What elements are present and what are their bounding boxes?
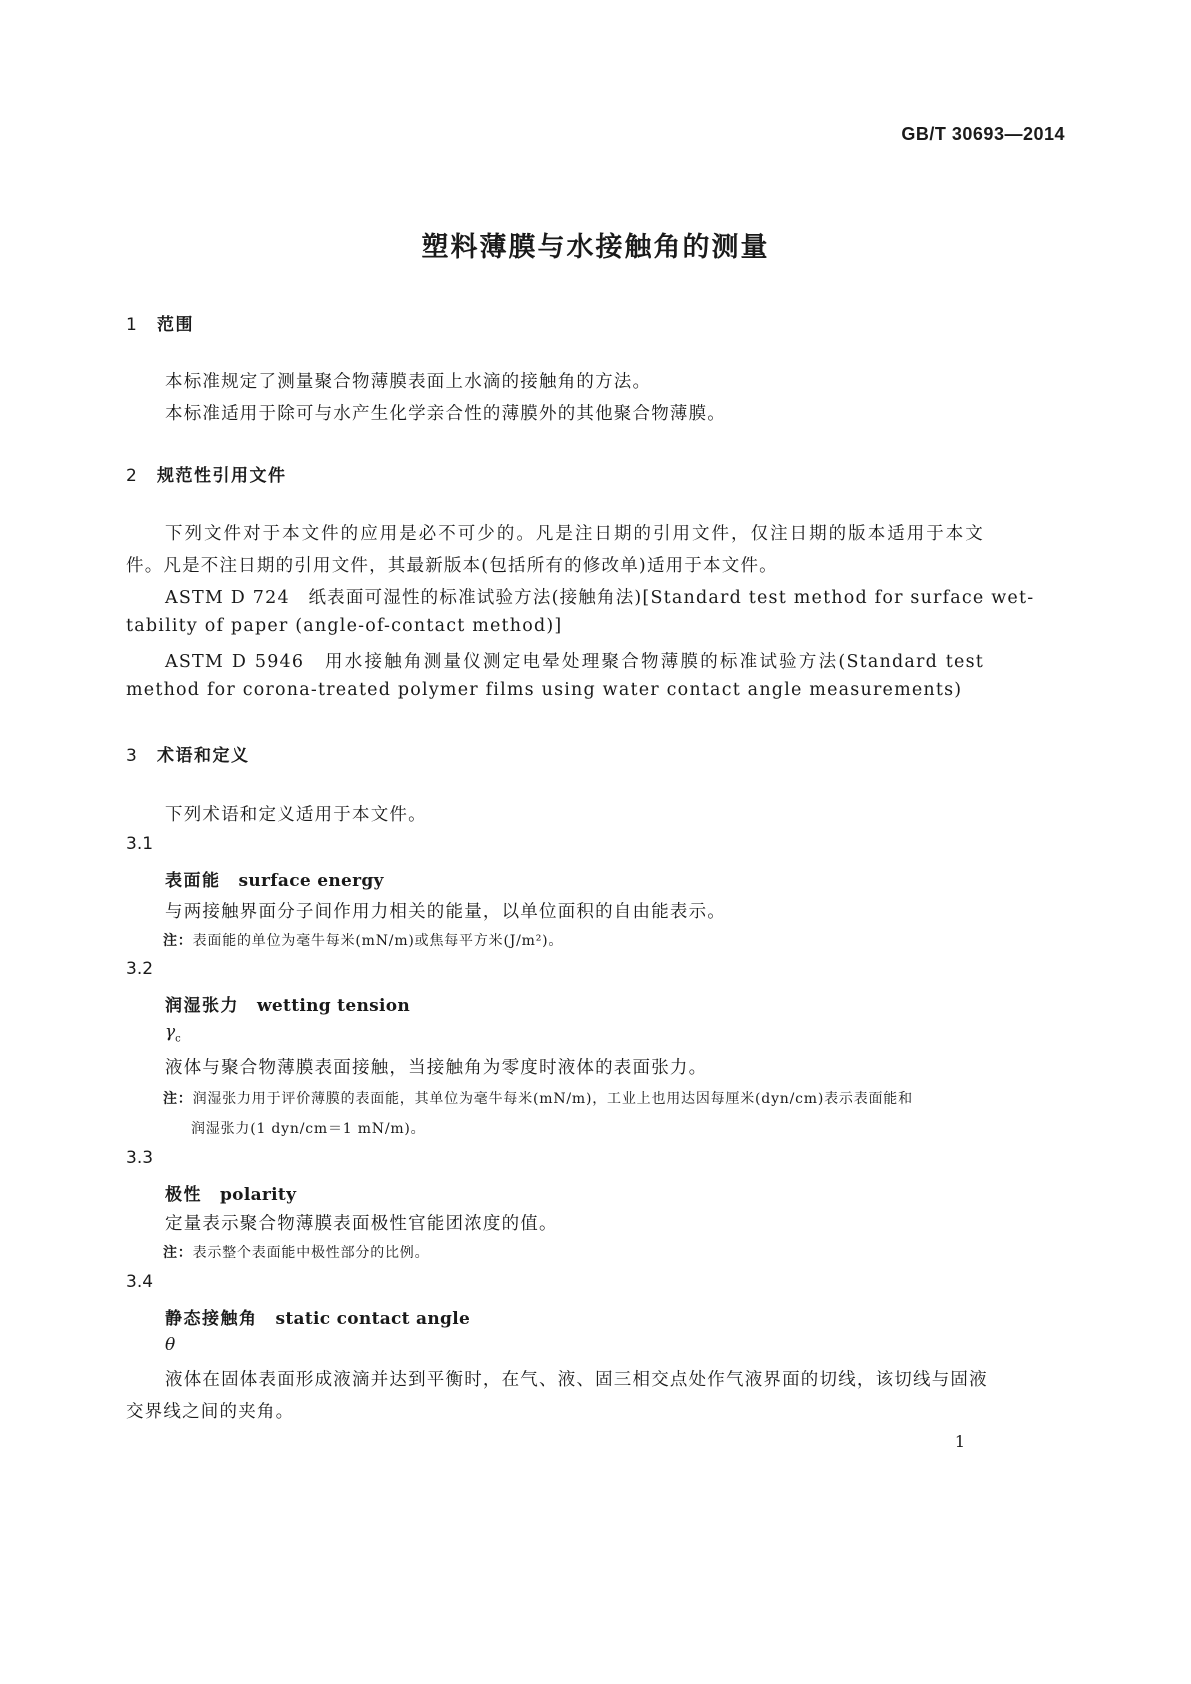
symbol-subscript: c [175, 1033, 181, 1045]
term-definition-line-1: 液体在固体表面形成液滴并达到平衡时，在气、液、固三相交点处作气液界面的切线，该切线与固液 [165, 1370, 988, 1390]
term-number: 3.4 [126, 1272, 154, 1292]
term-cn: 静态接触角 [165, 1309, 258, 1329]
term-symbol-theta: θ [165, 1335, 176, 1355]
term-note [163, 930, 563, 950]
document-title: 塑料薄膜与水接触角的测量 [421, 232, 770, 263]
term-en: polarity [220, 1185, 297, 1205]
term-note-continuation: 润湿张力(1 dyn/cm＝1 mN/m)。 [191, 1121, 426, 1137]
reference-astm-d724-line-1: ASTM D 724 纸表面可湿性的标准试验方法(接触角法)[Standard test method for surface wet- [165, 588, 1035, 608]
term-number: 3.1 [126, 834, 154, 854]
page-number: 1 [954, 1432, 965, 1451]
reference-astm-d5946-line-1: ASTM D 5946 用水接触角测量仪测定电晕处理聚合物薄膜的标准试验方法(Standard test [165, 652, 984, 672]
note-label: 注： [163, 1091, 193, 1107]
term-note [163, 1242, 429, 1262]
term-definition-line-2: 交界线之间的夹角。 [126, 1402, 295, 1422]
section-number: 3 [126, 746, 139, 766]
scope-paragraph-2: 本标准适用于除可与水产生化学亲合性的薄膜外的其他聚合物薄膜。 [165, 404, 726, 424]
term-definition: 定量表示聚合物薄膜表面极性官能团浓度的值。 [165, 1214, 558, 1234]
term-en: surface energy [238, 871, 384, 891]
term-cn: 极性 [165, 1185, 202, 1205]
section-number: 1 [126, 315, 139, 335]
term-static-contact-angle [165, 1304, 470, 1329]
section-3-heading [126, 741, 250, 766]
term-en: static contact angle [275, 1309, 471, 1329]
note-text: 表面能的单位为毫牛每米(mN/m)或焦每平方米(J/m²)。 [192, 933, 564, 949]
section-number: 2 [126, 466, 139, 486]
reference-astm-d724-line-2: tability of paper (angle-of-contact method)] [126, 616, 563, 636]
term-definition: 与两接触界面分子间作用力相关的能量，以单位面积的自由能表示。 [165, 902, 726, 922]
note-text: 表示整个表面能中极性部分的比例。 [192, 1245, 430, 1261]
term-cn: 表面能 [165, 871, 221, 891]
term-number: 3.3 [126, 1148, 154, 1168]
section-1-heading [126, 310, 194, 335]
reference-astm-d5946-line-2: method for corona-treated polymer films using water contact angle measurements) [126, 680, 963, 700]
note-text: 润湿张力用于评价薄膜的表面能，其单位为毫牛每米(mN/m)，工业上也用达因每厘米(dyn/cm)表示表面能和 [192, 1091, 913, 1107]
term-symbol [165, 1022, 181, 1044]
term-polarity [165, 1180, 296, 1205]
note-label: 注： [163, 933, 193, 949]
standard-code: GB/T 30693—2014 [901, 124, 1065, 144]
term-note [163, 1088, 913, 1108]
term-number: 3.2 [126, 959, 154, 979]
term-en: wetting tension [257, 996, 411, 1016]
section-2-heading [126, 461, 287, 486]
term-definition: 液体与聚合物薄膜表面接触，当接触角为零度时液体的表面张力。 [165, 1058, 708, 1078]
term-surface-energy [165, 866, 384, 891]
symbol-gamma: γ [165, 1022, 176, 1042]
note-label: 注： [163, 1245, 193, 1261]
scope-paragraph-1: 本标准规定了测量聚合物薄膜表面上水滴的接触角的方法。 [165, 372, 652, 392]
section-title: 范围 [157, 315, 194, 335]
references-intro-line-1: 下列文件对于本文件的应用是必不可少的。凡是注日期的引用文件，仅注日期的版本适用于本文 [165, 524, 984, 544]
references-intro-line-2: 件。凡是不注日期的引用文件，其最新版本(包括所有的修改单)适用于本文件。 [126, 556, 778, 576]
term-cn: 润湿张力 [165, 996, 239, 1016]
terms-intro: 下列术语和定义适用于本文件。 [165, 805, 427, 825]
section-title: 规范性引用文件 [157, 466, 287, 486]
term-wetting-tension [165, 991, 410, 1016]
section-title: 术语和定义 [157, 746, 250, 766]
